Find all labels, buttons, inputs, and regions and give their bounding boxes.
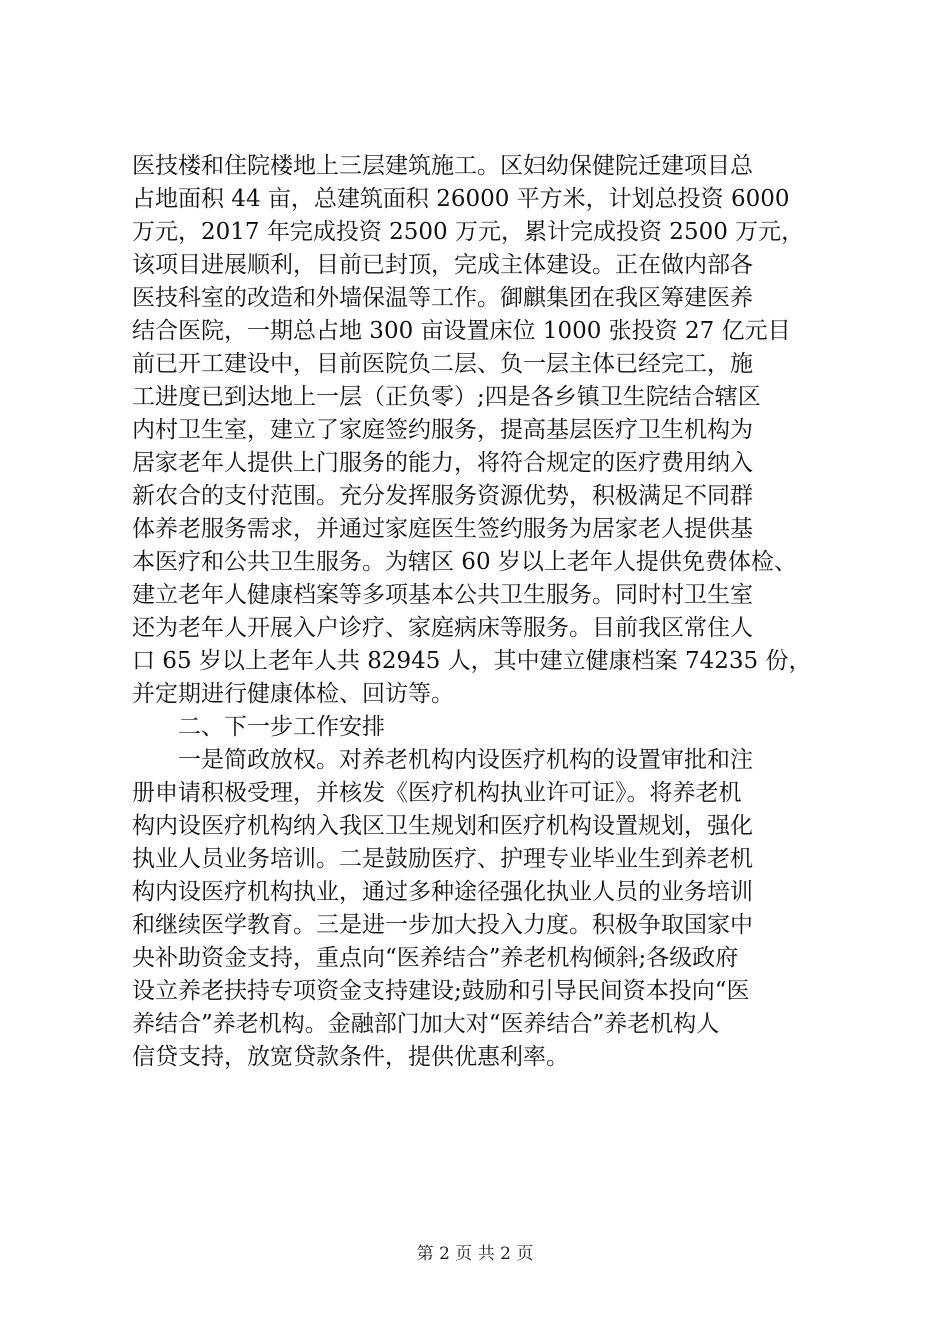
body-line: 占地面积 44 亩，总建筑面积 26000 平方米，计划总投资 6000 bbox=[132, 186, 790, 212]
body-line: 构内设医疗机构纳入我区卫生规划和医疗机构设置规划，强化 bbox=[132, 813, 753, 839]
body-line: 医技科室的改造和外墙保温等工作。御麒集团在我区筹建医养 bbox=[132, 285, 753, 311]
document-body bbox=[132, 150, 832, 1074]
body-line: 构内设医疗机构执业，通过多种途径强化执业人员的业务培训 bbox=[132, 879, 753, 905]
body-line: 医技楼和住院楼地上三层建筑施工。区妇幼保健院迁建项目总 bbox=[132, 153, 753, 179]
body-line: 养结合”养老机构。金融部门加大对“医养结合”养老机构人 bbox=[132, 1011, 720, 1037]
body-line: 并定期进行健康体检、回访等。 bbox=[132, 681, 454, 707]
body-line: 本医疗和公共卫生服务。为辖区 60 岁以上老年人提供免费体检、 bbox=[132, 549, 797, 575]
body-line: 新农合的支付范围。充分发挥服务资源优势，积极满足不同群 bbox=[132, 483, 753, 509]
body-line: 和继续医学教育。三是进一步加大投入力度。积极争取国家中 bbox=[132, 912, 753, 938]
body-line: 居家老年人提供上门服务的能力，将符合规定的医疗费用纳入 bbox=[132, 450, 753, 476]
body-line: 建立老年人健康档案等多项基本公共卫生服务。同时村卫生室 bbox=[132, 582, 753, 608]
body-line: 前已开工建设中，目前医院负二层、负一层主体已经完工，施 bbox=[132, 351, 753, 377]
body-line: 一是简政放权。对养老机构内设医疗机构的设置审批和注 bbox=[178, 747, 753, 773]
body-line: 万元，2017 年完成投资 2500 万元，累计完成投资 2500 万元， bbox=[132, 219, 805, 245]
body-line: 工进度已到达地上一层（正负零）;四是各乡镇卫生院结合辖区 bbox=[132, 384, 761, 410]
body-line: 设立养老扶持专项资金支持建设;鼓励和引导民间资本投向“医 bbox=[132, 978, 750, 1004]
body-line: 结合医院，一期总占地 300 亩设置床位 1000 张投资 27 亿元目 bbox=[132, 318, 791, 344]
page-footer: 第 2 页 共 2 页 bbox=[416, 1244, 534, 1264]
body-line: 册申请积极受理，并核发《医疗机构执业许可证》。将养老机 bbox=[132, 780, 742, 806]
body-line: 央补助资金支持，重点向“医养结合”养老机构倾斜;各级政府 bbox=[132, 945, 739, 971]
section-heading: 二、下一步工作安排 bbox=[178, 714, 385, 740]
body-line: 口 65 岁以上老年人共 82945 人，其中建立健康档案 74235 份， bbox=[132, 648, 812, 674]
body-line: 还为老年人开展入户诊疗、家庭病床等服务。目前我区常住人 bbox=[132, 615, 753, 641]
body-line: 执业人员业务培训。二是鼓励医疗、护理专业毕业生到养老机 bbox=[132, 846, 753, 872]
body-line: 信贷支持，放宽贷款条件，提供优惠利率。 bbox=[132, 1044, 569, 1070]
body-line: 体养老服务需求，并通过家庭医生签约服务为居家老人提供基 bbox=[132, 516, 753, 542]
body-line: 内村卫生室，建立了家庭签约服务，提高基层医疗卫生机构为 bbox=[132, 417, 753, 443]
body-line: 该项目进展顺利，目前已封顶，完成主体建设。正在做内部各 bbox=[132, 252, 753, 278]
